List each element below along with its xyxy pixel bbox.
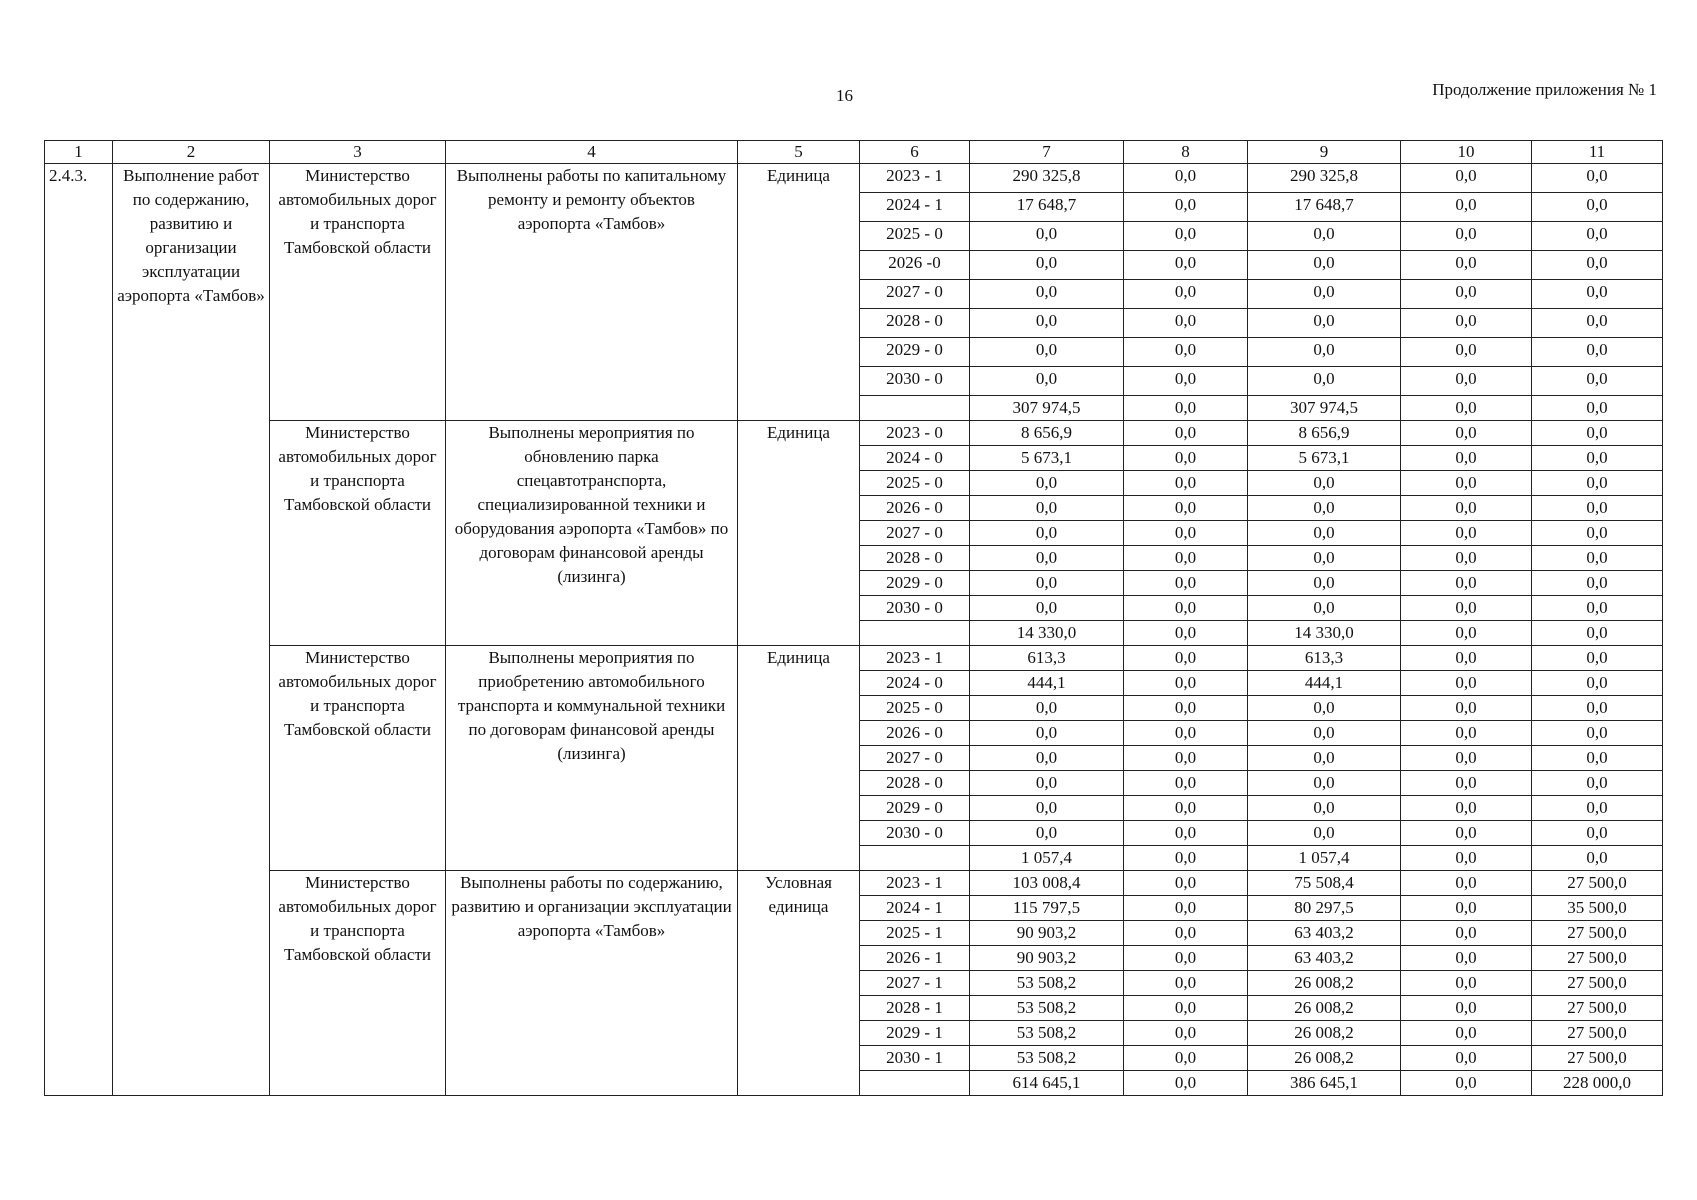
value-cell: 0,0 — [1401, 571, 1532, 596]
value-cell: 0,0 — [1124, 746, 1248, 771]
unit-cell: Единица — [738, 164, 860, 421]
year-cell: 2026 -0 — [860, 251, 970, 280]
value-cell: 0,0 — [1532, 309, 1663, 338]
value-cell: 0,0 — [1401, 796, 1532, 821]
year-cell: 2028 - 0 — [860, 309, 970, 338]
year-cell: 2024 - 0 — [860, 671, 970, 696]
column-header: 6 — [860, 141, 970, 164]
value-cell: 0,0 — [1532, 621, 1663, 646]
value-cell: 0,0 — [1401, 771, 1532, 796]
year-cell — [860, 1071, 970, 1096]
value-cell: 0,0 — [970, 771, 1124, 796]
value-cell: 0,0 — [1532, 596, 1663, 621]
value-cell: 0,0 — [1401, 671, 1532, 696]
value-cell: 0,0 — [970, 251, 1124, 280]
value-cell: 0,0 — [1401, 696, 1532, 721]
value-cell: 0,0 — [970, 696, 1124, 721]
value-cell: 0,0 — [1124, 309, 1248, 338]
year-cell: 2023 - 1 — [860, 164, 970, 193]
year-cell: 2025 - 0 — [860, 222, 970, 251]
unit-cell: Единица — [738, 421, 860, 646]
value-cell: 0,0 — [1248, 280, 1401, 309]
value-cell: 0,0 — [1532, 251, 1663, 280]
value-cell: 27 500,0 — [1532, 1021, 1663, 1046]
value-cell: 0,0 — [1124, 771, 1248, 796]
value-cell: 0,0 — [1124, 396, 1248, 421]
value-cell: 0,0 — [1532, 771, 1663, 796]
value-cell: 0,0 — [1124, 921, 1248, 946]
value-cell: 75 508,4 — [1248, 871, 1401, 896]
value-cell: 0,0 — [1532, 367, 1663, 396]
value-cell: 0,0 — [1124, 1071, 1248, 1096]
value-cell: 0,0 — [1124, 996, 1248, 1021]
value-cell: 0,0 — [1124, 1021, 1248, 1046]
value-cell: 0,0 — [1532, 721, 1663, 746]
value-cell: 0,0 — [1401, 596, 1532, 621]
value-cell: 0,0 — [970, 367, 1124, 396]
value-cell: 0,0 — [1124, 971, 1248, 996]
value-cell: 0,0 — [1124, 251, 1248, 280]
value-cell: 0,0 — [1532, 338, 1663, 367]
value-cell: 103 008,4 — [970, 871, 1124, 896]
value-cell: 0,0 — [1248, 471, 1401, 496]
value-cell: 613,3 — [1248, 646, 1401, 671]
value-cell: 0,0 — [1248, 821, 1401, 846]
value-cell: 0,0 — [1124, 367, 1248, 396]
value-cell: 0,0 — [1248, 721, 1401, 746]
year-cell: 2023 - 0 — [860, 421, 970, 446]
value-cell: 0,0 — [1248, 222, 1401, 251]
value-cell: 386 645,1 — [1248, 1071, 1401, 1096]
value-cell: 0,0 — [1124, 496, 1248, 521]
value-cell: 228 000,0 — [1532, 1071, 1663, 1096]
value-cell: 0,0 — [1248, 251, 1401, 280]
value-cell: 290 325,8 — [1248, 164, 1401, 193]
value-cell: 27 500,0 — [1532, 921, 1663, 946]
value-cell: 0,0 — [1248, 746, 1401, 771]
value-cell: 0,0 — [970, 821, 1124, 846]
value-cell: 0,0 — [1401, 421, 1532, 446]
value-cell: 0,0 — [1124, 571, 1248, 596]
value-cell: 0,0 — [970, 546, 1124, 571]
value-cell: 17 648,7 — [1248, 193, 1401, 222]
year-cell: 2023 - 1 — [860, 646, 970, 671]
value-cell: 0,0 — [1532, 471, 1663, 496]
value-cell: 0,0 — [1248, 796, 1401, 821]
value-cell: 0,0 — [1124, 471, 1248, 496]
value-cell: 26 008,2 — [1248, 996, 1401, 1021]
value-cell: 0,0 — [1124, 671, 1248, 696]
value-cell: 90 903,2 — [970, 946, 1124, 971]
value-cell: 17 648,7 — [970, 193, 1124, 222]
value-cell: 0,0 — [970, 721, 1124, 746]
year-cell: 2029 - 0 — [860, 338, 970, 367]
value-cell: 1 057,4 — [1248, 846, 1401, 871]
value-cell: 0,0 — [1401, 546, 1532, 571]
value-cell: 0,0 — [1248, 338, 1401, 367]
value-cell: 0,0 — [970, 521, 1124, 546]
value-cell: 0,0 — [1401, 367, 1532, 396]
value-cell: 0,0 — [1401, 621, 1532, 646]
table-body — [45, 164, 1663, 1096]
value-cell: 0,0 — [1124, 946, 1248, 971]
value-cell: 0,0 — [970, 596, 1124, 621]
value-cell: 0,0 — [1124, 280, 1248, 309]
value-cell: 0,0 — [1124, 421, 1248, 446]
value-cell: 0,0 — [1401, 446, 1532, 471]
value-cell: 0,0 — [970, 309, 1124, 338]
value-cell: 0,0 — [1401, 396, 1532, 421]
table-row — [45, 164, 1663, 193]
value-cell: 0,0 — [1248, 546, 1401, 571]
year-cell: 2028 - 1 — [860, 996, 970, 1021]
value-cell: 0,0 — [970, 471, 1124, 496]
value-cell: 0,0 — [1532, 846, 1663, 871]
value-cell: 0,0 — [1124, 596, 1248, 621]
value-cell: 0,0 — [1532, 521, 1663, 546]
value-cell: 0,0 — [1401, 496, 1532, 521]
value-cell: 5 673,1 — [1248, 446, 1401, 471]
column-header: 1 — [45, 141, 113, 164]
column-header: 11 — [1532, 141, 1663, 164]
value-cell: 0,0 — [1401, 746, 1532, 771]
value-cell: 0,0 — [1124, 621, 1248, 646]
value-cell: 0,0 — [1401, 971, 1532, 996]
value-cell: 0,0 — [1401, 846, 1532, 871]
value-cell: 27 500,0 — [1532, 996, 1663, 1021]
page-number: 16 — [836, 86, 853, 105]
value-cell: 0,0 — [1124, 896, 1248, 921]
year-cell: 2030 - 1 — [860, 1046, 970, 1071]
value-cell: 90 903,2 — [970, 921, 1124, 946]
year-cell: 2026 - 0 — [860, 721, 970, 746]
value-cell: 290 325,8 — [970, 164, 1124, 193]
year-cell — [860, 846, 970, 871]
column-number-row — [45, 141, 1663, 164]
year-cell: 2023 - 1 — [860, 871, 970, 896]
executor-cell: Министерство автомобильных дорог и транспорта Тамбовской области — [270, 646, 446, 871]
value-cell: 307 974,5 — [1248, 396, 1401, 421]
table-row — [45, 421, 1663, 446]
value-cell: 0,0 — [1124, 646, 1248, 671]
value-cell: 0,0 — [1401, 946, 1532, 971]
executor-cell: Министерство автомобильных дорог и транспорта Тамбовской области — [270, 871, 446, 1096]
year-cell: 2026 - 0 — [860, 496, 970, 521]
value-cell: 0,0 — [1124, 222, 1248, 251]
value-cell: 53 508,2 — [970, 996, 1124, 1021]
value-cell: 35 500,0 — [1532, 896, 1663, 921]
value-cell: 0,0 — [1401, 338, 1532, 367]
column-header: 2 — [113, 141, 270, 164]
value-cell: 0,0 — [1532, 222, 1663, 251]
value-cell: 0,0 — [1532, 193, 1663, 222]
table-row — [45, 646, 1663, 671]
value-cell: 444,1 — [1248, 671, 1401, 696]
value-cell: 0,0 — [1124, 1046, 1248, 1071]
column-header: 3 — [270, 141, 446, 164]
value-cell: 0,0 — [1401, 821, 1532, 846]
value-cell: 0,0 — [1248, 309, 1401, 338]
value-cell: 0,0 — [1401, 521, 1532, 546]
year-cell: 2028 - 0 — [860, 771, 970, 796]
result-description-cell: Выполнены работы по капитальному ремонту и ремонту объектов аэропорта «Тамбов» — [446, 164, 738, 421]
year-cell: 2026 - 1 — [860, 946, 970, 971]
year-cell: 2027 - 0 — [860, 521, 970, 546]
unit-cell: Единица — [738, 646, 860, 871]
value-cell: 0,0 — [1401, 921, 1532, 946]
value-cell: 0,0 — [1532, 546, 1663, 571]
value-cell: 0,0 — [1124, 546, 1248, 571]
value-cell: 307 974,5 — [970, 396, 1124, 421]
value-cell: 0,0 — [1401, 871, 1532, 896]
column-header: 4 — [446, 141, 738, 164]
value-cell: 0,0 — [1248, 771, 1401, 796]
appendix-continuation-header: Продолжение приложения № 1 — [1432, 80, 1657, 99]
value-cell: 0,0 — [1401, 251, 1532, 280]
value-cell: 0,0 — [970, 796, 1124, 821]
value-cell: 0,0 — [1124, 696, 1248, 721]
value-cell: 0,0 — [970, 496, 1124, 521]
year-cell: 2029 - 0 — [860, 796, 970, 821]
value-cell: 614 645,1 — [970, 1071, 1124, 1096]
year-cell — [860, 621, 970, 646]
value-cell: 5 673,1 — [970, 446, 1124, 471]
value-cell: 0,0 — [1124, 446, 1248, 471]
value-cell: 0,0 — [1401, 896, 1532, 921]
result-description-cell: Выполнены мероприятия по приобретению автомобильного транспорта и коммунальной техники по договорам финансовой аренды (лизинга) — [446, 646, 738, 871]
value-cell: 0,0 — [1532, 821, 1663, 846]
value-cell: 0,0 — [1124, 871, 1248, 896]
value-cell: 0,0 — [970, 746, 1124, 771]
value-cell: 26 008,2 — [1248, 1046, 1401, 1071]
value-cell: 0,0 — [1532, 571, 1663, 596]
value-cell: 0,0 — [1124, 846, 1248, 871]
value-cell: 0,0 — [1401, 1071, 1532, 1096]
value-cell: 0,0 — [1401, 280, 1532, 309]
year-cell: 2029 - 0 — [860, 571, 970, 596]
column-header: 9 — [1248, 141, 1401, 164]
value-cell: 0,0 — [1401, 309, 1532, 338]
column-header: 8 — [1124, 141, 1248, 164]
executor-cell: Министерство автомобильных дорог и транспорта Тамбовской области — [270, 164, 446, 421]
value-cell: 0,0 — [1532, 280, 1663, 309]
value-cell: 27 500,0 — [1532, 871, 1663, 896]
value-cell: 26 008,2 — [1248, 1021, 1401, 1046]
value-cell: 0,0 — [1401, 1021, 1532, 1046]
value-cell: 0,0 — [1248, 596, 1401, 621]
result-description-cell: Выполнены мероприятия по обновлению парка спецавтотранспорта, специализированной техники и оборудования аэропорта «Тамбов» по договорам финансовой аренды (лизинга) — [446, 421, 738, 646]
value-cell: 0,0 — [1532, 646, 1663, 671]
column-header: 10 — [1401, 141, 1532, 164]
year-cell: 2027 - 0 — [860, 280, 970, 309]
year-cell: 2027 - 0 — [860, 746, 970, 771]
activity-name: Выполнение работ по содержанию, развитию и организации эксплуатации аэропорта «Тамбов» — [113, 164, 270, 1096]
value-cell: 0,0 — [1401, 193, 1532, 222]
value-cell: 0,0 — [970, 338, 1124, 367]
value-cell: 0,0 — [1124, 338, 1248, 367]
year-cell: 2025 - 0 — [860, 696, 970, 721]
value-cell: 0,0 — [1401, 164, 1532, 193]
value-cell: 27 500,0 — [1532, 946, 1663, 971]
value-cell: 14 330,0 — [1248, 621, 1401, 646]
value-cell: 80 297,5 — [1248, 896, 1401, 921]
year-cell: 2027 - 1 — [860, 971, 970, 996]
value-cell: 27 500,0 — [1532, 971, 1663, 996]
value-cell: 0,0 — [1532, 496, 1663, 521]
value-cell: 53 508,2 — [970, 1046, 1124, 1071]
value-cell: 0,0 — [1124, 796, 1248, 821]
value-cell: 0,0 — [1248, 367, 1401, 396]
activity-id: 2.4.3. — [45, 164, 113, 1096]
value-cell: 0,0 — [1532, 396, 1663, 421]
value-cell: 444,1 — [970, 671, 1124, 696]
value-cell: 8 656,9 — [1248, 421, 1401, 446]
value-cell: 0,0 — [1401, 721, 1532, 746]
table-row — [45, 871, 1663, 896]
result-description-cell: Выполнены работы по содержанию, развитию и организации эксплуатации аэропорта «Тамбов» — [446, 871, 738, 1096]
value-cell: 0,0 — [1248, 521, 1401, 546]
value-cell: 613,3 — [970, 646, 1124, 671]
value-cell: 0,0 — [1124, 164, 1248, 193]
column-header: 5 — [738, 141, 860, 164]
year-cell: 2024 - 1 — [860, 896, 970, 921]
value-cell: 0,0 — [1532, 164, 1663, 193]
year-cell: 2030 - 0 — [860, 596, 970, 621]
executor-cell: Министерство автомобильных дорог и транспорта Тамбовской области — [270, 421, 446, 646]
value-cell: 0,0 — [1532, 421, 1663, 446]
value-cell: 0,0 — [1124, 521, 1248, 546]
value-cell: 0,0 — [1401, 222, 1532, 251]
value-cell: 63 403,2 — [1248, 921, 1401, 946]
value-cell: 0,0 — [1401, 471, 1532, 496]
value-cell: 0,0 — [1532, 446, 1663, 471]
year-cell: 2024 - 0 — [860, 446, 970, 471]
value-cell: 0,0 — [970, 280, 1124, 309]
value-cell: 53 508,2 — [970, 1021, 1124, 1046]
value-cell: 0,0 — [970, 222, 1124, 251]
value-cell: 63 403,2 — [1248, 946, 1401, 971]
year-cell: 2029 - 1 — [860, 1021, 970, 1046]
unit-cell: Условная единица — [738, 871, 860, 1096]
value-cell: 53 508,2 — [970, 971, 1124, 996]
column-header: 7 — [970, 141, 1124, 164]
value-cell: 0,0 — [1532, 671, 1663, 696]
value-cell: 0,0 — [1401, 1046, 1532, 1071]
value-cell: 0,0 — [1124, 821, 1248, 846]
year-cell: 2025 - 0 — [860, 471, 970, 496]
value-cell: 0,0 — [970, 571, 1124, 596]
year-cell: 2024 - 1 — [860, 193, 970, 222]
value-cell: 0,0 — [1124, 193, 1248, 222]
value-cell: 14 330,0 — [970, 621, 1124, 646]
value-cell: 26 008,2 — [1248, 971, 1401, 996]
year-cell: 2028 - 0 — [860, 546, 970, 571]
value-cell: 1 057,4 — [970, 846, 1124, 871]
value-cell: 0,0 — [1532, 696, 1663, 721]
value-cell: 8 656,9 — [970, 421, 1124, 446]
value-cell: 0,0 — [1124, 721, 1248, 746]
year-cell: 2025 - 1 — [860, 921, 970, 946]
value-cell: 0,0 — [1248, 696, 1401, 721]
value-cell: 0,0 — [1532, 746, 1663, 771]
program-table — [44, 140, 1663, 1096]
value-cell: 0,0 — [1401, 646, 1532, 671]
value-cell: 0,0 — [1401, 996, 1532, 1021]
year-cell: 2030 - 0 — [860, 367, 970, 396]
value-cell: 27 500,0 — [1532, 1046, 1663, 1071]
value-cell: 0,0 — [1248, 496, 1401, 521]
year-cell: 2030 - 0 — [860, 821, 970, 846]
value-cell: 0,0 — [1248, 571, 1401, 596]
value-cell: 0,0 — [1532, 796, 1663, 821]
year-cell — [860, 396, 970, 421]
value-cell: 115 797,5 — [970, 896, 1124, 921]
